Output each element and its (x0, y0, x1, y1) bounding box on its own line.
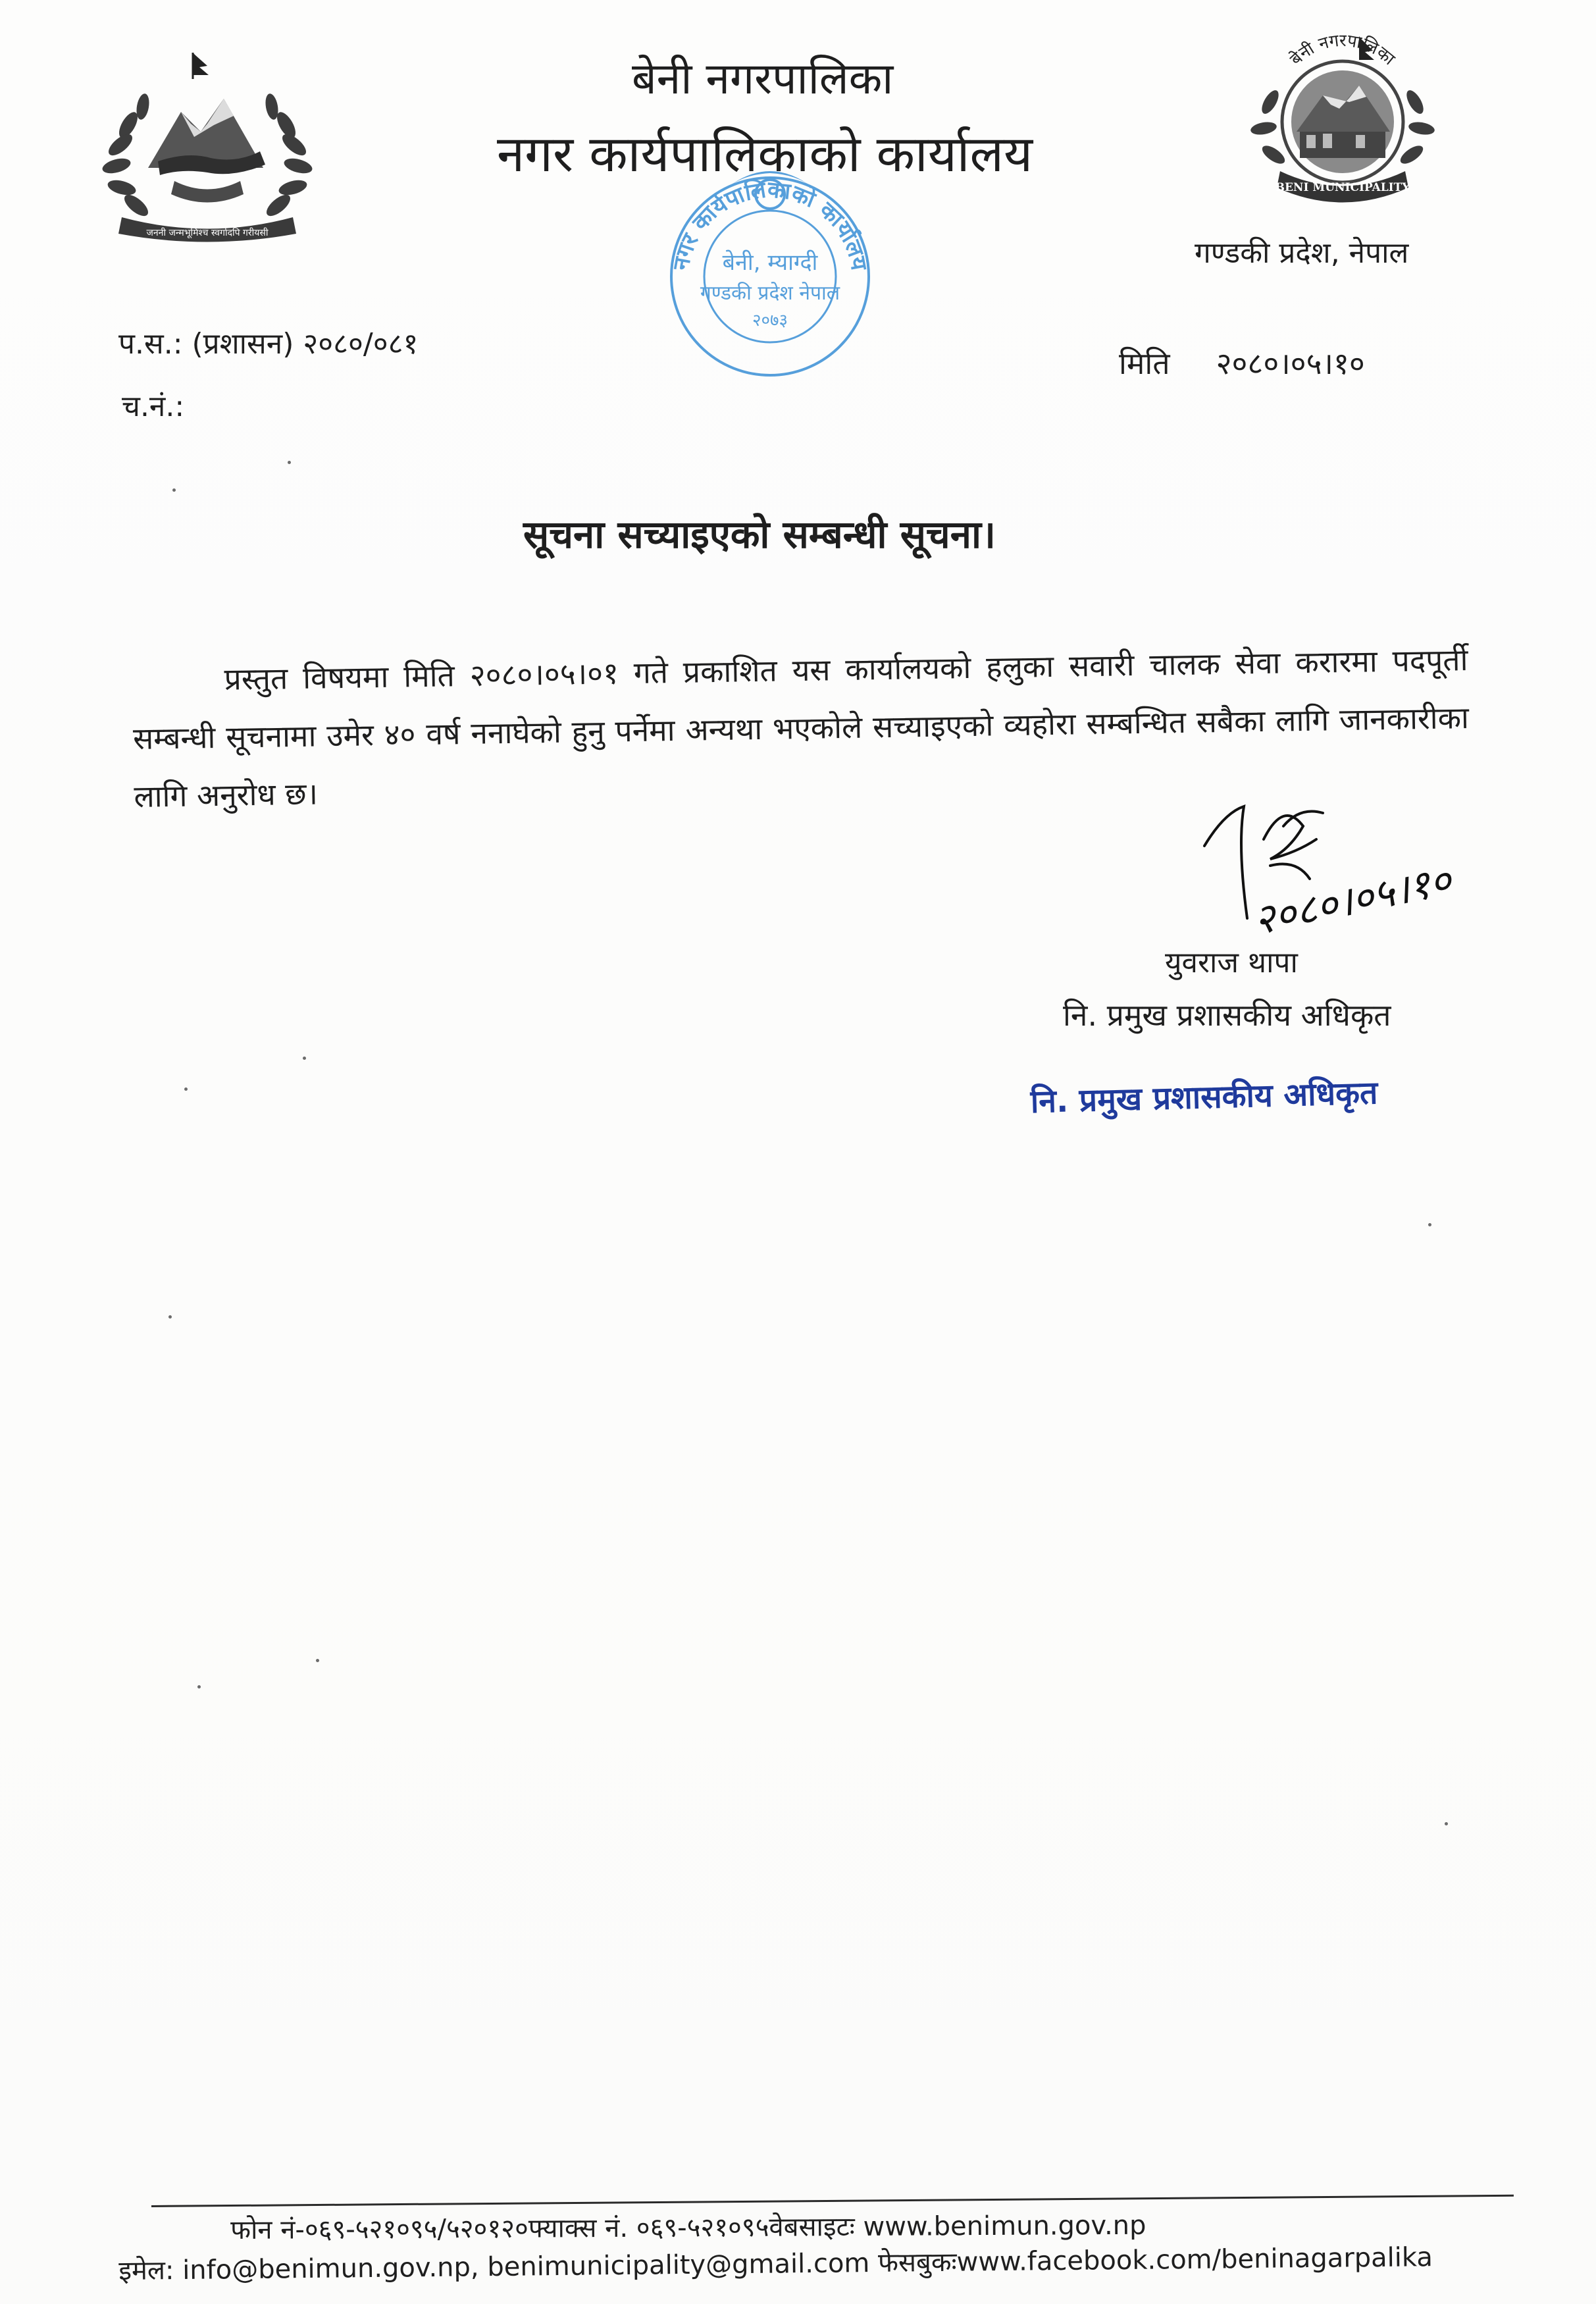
beni-municipality-logo-icon (1244, 23, 1441, 214)
date-label: मिति (1119, 346, 1170, 381)
scan-speck (303, 1057, 306, 1060)
scan-speck (172, 488, 176, 492)
office-name: नगर कार्यपालिकाको कार्यालय (497, 124, 1033, 183)
scan-speck (197, 1685, 201, 1689)
footer-contact: फोन नं-०६९-५२१०९५/५२०१२०फ्याक्स नं. ०६९-५२१०९५वेबसाइटः www.benimun.gov.np (230, 2210, 1146, 2245)
chalani-number: च.नं.: (122, 390, 185, 423)
right-emblem-ribbon: BENI MUNICIPALITY (1275, 181, 1410, 194)
signer-designation: नि. प्रमुख प्रशासकीय अधिकृत (1063, 997, 1391, 1033)
stamp-center-line2: गण्डकी प्रदेश नेपाल (700, 282, 840, 305)
scan-speck (168, 1315, 172, 1319)
notice-body: प्रस्तुत विषयमा मिति २०८०।०५।०१ गते प्रकाशित यस कार्यालयको हलुका सवारी चालक सेवा करारमा पदपूर्ती सम्बन्धी सूचनामा उमेर ४० वर्ष ननाघेको हुनु पर्नेमा अन्यथा भएकोले सच्याइएको व्यहोरा सम्बन्धित सबैका लागि जानकारीका लागि अनुरोध छ। (132, 642, 1470, 814)
scan-speck (316, 1659, 319, 1662)
designation-stamp: नि. प्रमुख प्रशासकीय अधिकृत (1030, 1074, 1378, 1120)
reference-number: प.स.: (प्रशासन) २०८०/०८१ (118, 327, 419, 361)
stamp-center-line1: बेनी, म्याग्दी (722, 249, 818, 276)
scan-speck (1428, 1223, 1431, 1226)
office-seal-stamp-icon (642, 148, 892, 392)
scan-speck (184, 1087, 188, 1091)
nepal-emblem-icon (95, 53, 319, 244)
footer-email: इमेल: info@benimun.gov.np, benimunicipality@gmail.com फेसबुकःwww.facebook.com/beninagarpalika (118, 2242, 1433, 2286)
municipality-name: बेनी नगरपालिका (632, 53, 894, 104)
footer-divider (151, 2195, 1514, 2207)
letter-date (1119, 342, 1365, 383)
left-emblem-ribbon: जननी जन्मभूमिश्च स्वर्गादपि गरीयसी (146, 228, 269, 238)
right-emblem-text: बेनी नगरपालिका (1286, 30, 1399, 70)
signer-name: युवराज थापा (1165, 946, 1298, 980)
province-label: गण्डकी प्रदेश, नेपाल (1195, 236, 1409, 270)
signature-icon (1185, 787, 1461, 958)
stamp-year: २०७३ (752, 311, 788, 330)
stamp-ring-text: नगर कार्यपालिकाको कार्यालय (667, 176, 873, 273)
scan-speck (288, 461, 291, 464)
signature-date: २०८०।०५।१० (1248, 855, 1456, 945)
notice-title: सूचना सच्याइएको सम्बन्धी सूचना। (523, 512, 996, 557)
date-value: २०८०।०५।१० (1216, 346, 1365, 381)
scan-speck (1445, 1822, 1448, 1825)
